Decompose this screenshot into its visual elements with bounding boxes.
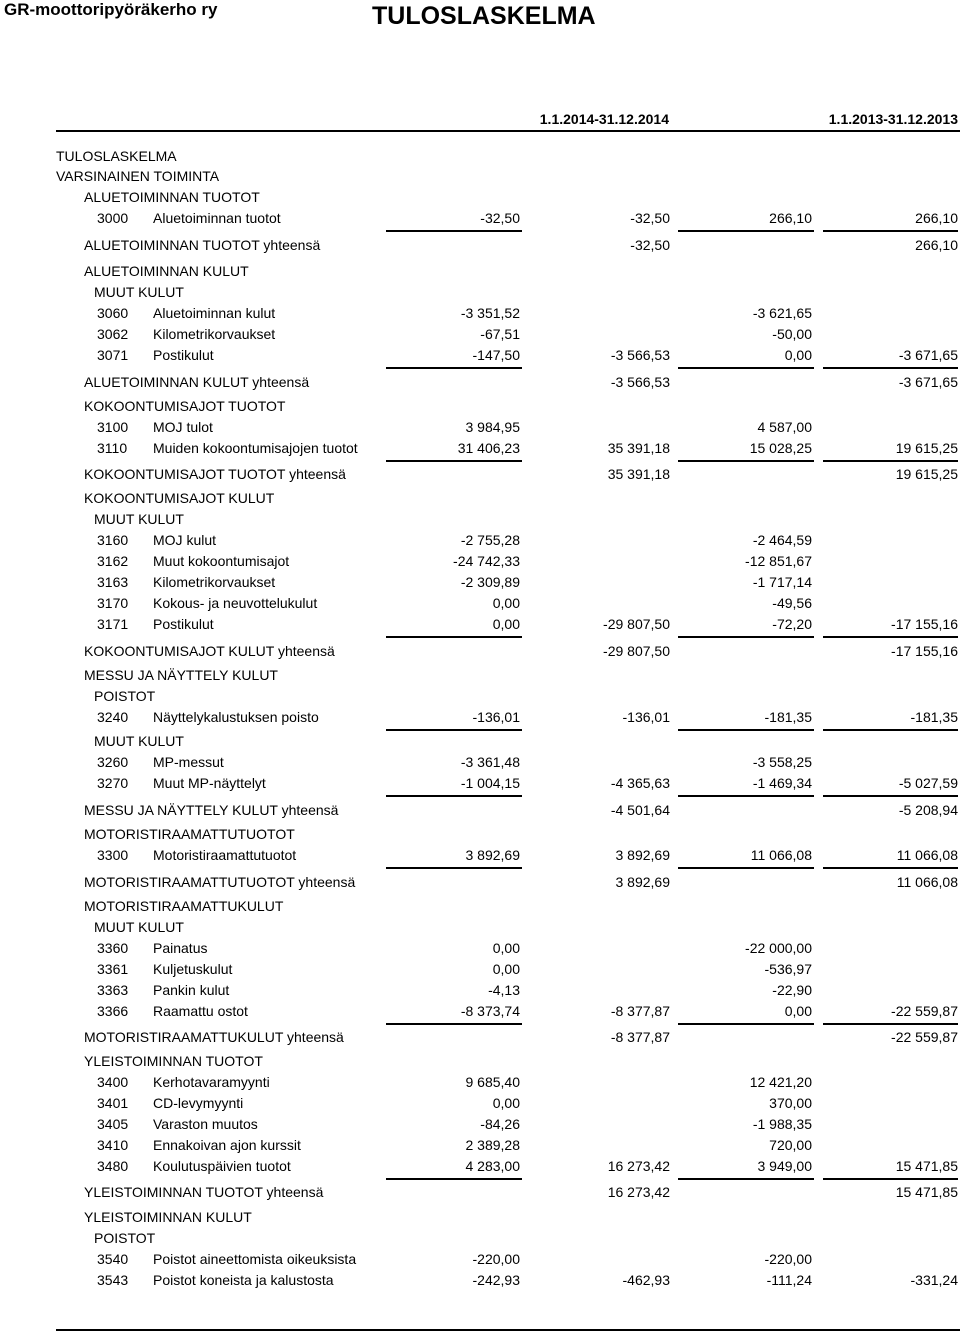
account-row: [0, 1095, 960, 1116]
previous-subtotal-amount: -331,24: [910, 1272, 958, 1288]
account-name: Raamattu ostot: [153, 1003, 248, 1019]
subtotal-underline: [678, 867, 814, 869]
current-total-amount: -32,50: [630, 237, 670, 253]
account-name: Näyttelykalustuksen poisto: [153, 709, 319, 725]
current-item-amount: -2 755,28: [460, 532, 520, 548]
current-item-amount: -8 373,74: [460, 1003, 520, 1019]
current-item-amount: -32,50: [480, 210, 520, 226]
current-item-amount: -220,00: [472, 1251, 520, 1267]
heading-label: ALUETOIMINNAN KULUT: [84, 263, 249, 279]
account-name: MOJ kulut: [153, 532, 217, 548]
total-row: [0, 1029, 960, 1050]
previous-item-amount: -12 851,67: [745, 553, 812, 569]
account-row: [0, 616, 960, 637]
previous-item-amount: 266,10: [769, 210, 812, 226]
current-total-amount: -4 501,64: [610, 802, 670, 818]
heading-label: YLEISTOIMINNAN TUOTOT: [84, 1053, 263, 1069]
previous-subtotal-amount: 15 471,85: [895, 1158, 958, 1174]
previous-item-amount: -3 558,25: [752, 754, 812, 770]
total-label: ALUETOIMINNAN TUOTOT yhteensä: [84, 237, 321, 253]
account-number: 3543: [97, 1272, 129, 1288]
account-name: Kilometrikorvaukset: [153, 574, 276, 590]
total-label: MOTORISTIRAAMATTUKULUT yhteensä: [84, 1029, 344, 1045]
previous-item-amount: -22 000,00: [745, 940, 812, 956]
subtotal-underline: [678, 636, 814, 638]
subtotal-underline: [823, 867, 958, 869]
previous-total-amount: -5 208,94: [898, 802, 958, 818]
subtotal-underline: [678, 1023, 814, 1025]
heading-label: MUUT KULUT: [94, 919, 184, 935]
heading-label: KOKOONTUMISAJOT TUOTOT: [84, 398, 286, 414]
previous-total-amount: 15 471,85: [895, 1184, 958, 1200]
account-name: Motoristiraamattutuotot: [153, 847, 297, 863]
section-heading: [0, 919, 960, 940]
subtotal-underline: [386, 460, 522, 462]
account-number: 3163: [97, 574, 129, 590]
account-name: Muut MP-näyttelyt: [153, 775, 266, 791]
current-subtotal-amount: 35 391,18: [607, 440, 670, 456]
account-row: [0, 1272, 960, 1293]
account-number: 3100: [97, 419, 129, 435]
current-item-amount: 0,00: [492, 940, 520, 956]
current-total-amount: 16 273,42: [607, 1184, 670, 1200]
current-item-amount: 0,00: [492, 1095, 520, 1111]
account-row: [0, 305, 960, 326]
account-number: 3110: [97, 440, 128, 456]
account-number: 3361: [97, 961, 129, 977]
previous-item-amount: -536,97: [764, 961, 812, 977]
previous-item-amount: 0,00: [784, 1003, 812, 1019]
previous-item-amount: -1 988,35: [752, 1116, 812, 1132]
heading-label: POISTOT: [94, 688, 156, 704]
section-heading: [0, 189, 960, 210]
account-name: Ennakoivan ajon kurssit: [153, 1137, 301, 1153]
subtotal-underline: [386, 1178, 522, 1180]
account-number: 3363: [97, 982, 129, 998]
account-row: [0, 326, 960, 347]
account-row: [0, 1003, 960, 1024]
account-row: [0, 775, 960, 796]
total-row: [0, 874, 960, 895]
section-heading: [0, 148, 960, 169]
account-row: [0, 982, 960, 1003]
current-subtotal-amount: -3 566,53: [610, 347, 670, 363]
current-total-amount: -29 807,50: [603, 643, 670, 659]
previous-item-amount: 4 587,00: [757, 419, 812, 435]
current-subtotal-amount: 16 273,42: [607, 1158, 670, 1174]
account-number: 3360: [97, 940, 129, 956]
header-divider: [56, 130, 960, 132]
previous-total-amount: -3 671,65: [898, 374, 958, 390]
previous-item-amount: -50,00: [772, 326, 812, 342]
section-heading: [0, 1053, 960, 1074]
current-item-amount: 31 406,23: [457, 440, 520, 456]
total-row: [0, 1184, 960, 1205]
section-heading: [0, 1230, 960, 1251]
section-heading: [0, 826, 960, 847]
previous-item-amount: -1 469,34: [752, 775, 812, 791]
total-label: MOTORISTIRAAMATTUTUOTOT yhteensä: [84, 874, 356, 890]
subtotal-underline: [386, 1023, 522, 1025]
account-number: 3540: [97, 1251, 129, 1267]
account-row: [0, 847, 960, 868]
account-row: [0, 440, 960, 461]
account-number: 3162: [97, 553, 129, 569]
current-subtotal-amount: -462,93: [622, 1272, 670, 1288]
previous-item-amount: -111,24: [766, 1272, 812, 1288]
total-row: [0, 643, 960, 664]
previous-total-amount: 11 066,08: [896, 874, 958, 890]
account-row: [0, 961, 960, 982]
heading-label: VARSINAINEN TOIMINTA: [56, 168, 220, 184]
total-label: YLEISTOIMINNAN TUOTOT yhteensä: [84, 1184, 324, 1200]
account-number: 3300: [97, 847, 129, 863]
section-heading: [0, 284, 960, 305]
section-heading: [0, 168, 960, 189]
section-heading: [0, 1209, 960, 1230]
account-number: 3401: [97, 1095, 129, 1111]
account-name: Kuljetuskulut: [153, 961, 233, 977]
account-number: 3366: [97, 1003, 129, 1019]
heading-label: MUUT KULUT: [94, 733, 184, 749]
previous-item-amount: -220,00: [764, 1251, 812, 1267]
current-item-amount: -24 742,33: [453, 553, 520, 569]
current-item-amount: -136,01: [472, 709, 520, 725]
previous-total-amount: 266,10: [915, 237, 958, 253]
subtotal-underline: [678, 230, 814, 232]
previous-item-amount: 370,00: [769, 1095, 812, 1111]
total-row: [0, 466, 960, 487]
section-heading: [0, 667, 960, 688]
subtotal-underline: [823, 460, 958, 462]
previous-item-amount: -2 464,59: [752, 532, 812, 548]
account-row: [0, 347, 960, 368]
current-subtotal-amount: 3 892,69: [615, 847, 670, 863]
subtotal-underline: [386, 729, 522, 731]
previous-item-amount: 12 421,20: [749, 1074, 812, 1090]
previous-total-amount: -22 559,87: [891, 1029, 958, 1045]
account-name: CD-levymyynti: [153, 1095, 244, 1111]
previous-item-amount: 15 028,25: [749, 440, 812, 456]
total-row: [0, 237, 960, 258]
heading-label: YLEISTOIMINNAN KULUT: [84, 1209, 252, 1225]
subtotal-underline: [386, 636, 522, 638]
account-name: Koulutuspäivien tuotot: [153, 1158, 291, 1174]
period-current-header: 1.1.2014-31.12.2014: [539, 111, 669, 127]
account-name: Pankin kulut: [153, 982, 230, 998]
current-item-amount: -3 361,48: [460, 754, 520, 770]
previous-subtotal-amount: -181,35: [910, 709, 958, 725]
previous-item-amount: 0,00: [784, 347, 812, 363]
subtotal-underline: [678, 367, 814, 369]
heading-label: MESSU JA NÄYTTELY KULUT: [84, 667, 278, 683]
heading-label: MUUT KULUT: [94, 284, 184, 300]
current-item-amount: 0,00: [492, 616, 520, 632]
heading-label: MOTORISTIRAAMATTUKULUT: [84, 898, 284, 914]
total-row: [0, 374, 960, 395]
previous-total-amount: -17 155,16: [891, 643, 958, 659]
previous-item-amount: -49,56: [772, 595, 812, 611]
section-heading: [0, 511, 960, 532]
account-row: [0, 595, 960, 616]
current-item-amount: 9 685,40: [465, 1074, 520, 1090]
section-heading: [0, 263, 960, 284]
current-item-amount: -242,93: [472, 1272, 520, 1288]
account-row: [0, 574, 960, 595]
current-item-amount: 2 389,28: [465, 1137, 520, 1153]
subtotal-underline: [678, 795, 814, 797]
section-heading: [0, 688, 960, 709]
account-name: Postikulut: [153, 347, 214, 363]
current-item-amount: 3 892,69: [465, 847, 520, 863]
account-name: Painatus: [153, 940, 208, 956]
current-total-amount: -8 377,87: [610, 1029, 670, 1045]
footer-divider: [56, 1329, 960, 1331]
heading-label: MOTORISTIRAAMATTUTUOTOT: [84, 826, 295, 842]
account-number: 3405: [97, 1116, 129, 1132]
total-label: ALUETOIMINNAN KULUT yhteensä: [84, 374, 310, 390]
total-label: MESSU JA NÄYTTELY KULUT yhteensä: [84, 802, 339, 818]
subtotal-underline: [386, 230, 522, 232]
account-number: 3270: [97, 775, 129, 791]
current-item-amount: -84,26: [480, 1116, 520, 1132]
account-name: Poistot aineettomista oikeuksista: [153, 1251, 357, 1267]
account-row: [0, 1116, 960, 1137]
subtotal-underline: [823, 230, 958, 232]
heading-label: KOKOONTUMISAJOT KULUT: [84, 490, 275, 506]
subtotal-underline: [386, 367, 522, 369]
current-item-amount: -4,13: [488, 982, 520, 998]
previous-subtotal-amount: -3 671,65: [898, 347, 958, 363]
account-row: [0, 553, 960, 574]
account-row: [0, 1137, 960, 1158]
account-row: [0, 709, 960, 730]
total-label: KOKOONTUMISAJOT TUOTOT yhteensä: [84, 466, 346, 482]
previous-item-amount: -3 621,65: [752, 305, 812, 321]
account-number: 3400: [97, 1074, 129, 1090]
account-row: [0, 419, 960, 440]
heading-label: MUUT KULUT: [94, 511, 184, 527]
previous-subtotal-amount: 266,10: [915, 210, 958, 226]
heading-label: POISTOT: [94, 1230, 156, 1246]
current-item-amount: 0,00: [492, 595, 520, 611]
subtotal-underline: [823, 795, 958, 797]
current-item-amount: -1 004,15: [460, 775, 520, 791]
previous-subtotal-amount: -17 155,16: [891, 616, 958, 632]
account-row: [0, 1158, 960, 1179]
previous-item-amount: 720,00: [769, 1137, 812, 1153]
period-previous-header: 1.1.2013-31.12.2013: [828, 111, 958, 127]
previous-total-amount: 19 615,25: [895, 466, 958, 482]
subtotal-underline: [823, 367, 958, 369]
current-subtotal-amount: -8 377,87: [610, 1003, 670, 1019]
account-row: [0, 1251, 960, 1272]
account-row: [0, 210, 960, 231]
current-total-amount: 3 892,69: [615, 874, 670, 890]
current-item-amount: -147,50: [472, 347, 520, 363]
account-name: Aluetoiminnan tuotot: [153, 210, 281, 226]
account-name: Kilometrikorvaukset: [153, 326, 276, 342]
heading-label: ALUETOIMINNAN TUOTOT: [84, 189, 260, 205]
account-number: 3480: [97, 1158, 129, 1174]
account-name: Varaston muutos: [153, 1116, 258, 1132]
account-name: Muut kokoontumisajot: [153, 553, 290, 569]
current-item-amount: 0,00: [492, 961, 520, 977]
subtotal-underline: [823, 636, 958, 638]
account-number: 3171: [97, 616, 129, 632]
current-subtotal-amount: -29 807,50: [603, 616, 670, 632]
account-number: 3260: [97, 754, 129, 770]
account-number: 3170: [97, 595, 129, 611]
subtotal-underline: [823, 729, 958, 731]
account-row: [0, 1074, 960, 1095]
previous-subtotal-amount: 19 615,25: [895, 440, 958, 456]
previous-item-amount: 3 949,00: [757, 1158, 812, 1174]
previous-subtotal-amount: -22 559,87: [891, 1003, 958, 1019]
current-subtotal-amount: -32,50: [630, 210, 670, 226]
current-item-amount: -3 351,52: [460, 305, 520, 321]
account-row: [0, 754, 960, 775]
previous-item-amount: -22,90: [772, 982, 812, 998]
account-number: 3000: [97, 210, 129, 226]
account-number: 3240: [97, 709, 129, 725]
current-item-amount: -67,51: [480, 326, 520, 342]
current-total-amount: 35 391,18: [607, 466, 670, 482]
previous-item-amount: 11 066,08: [750, 847, 812, 863]
section-heading: [0, 490, 960, 511]
account-name: Muiden kokoontumisajojen tuotot: [153, 440, 358, 456]
account-name: Poistot koneista ja kalustosta: [153, 1272, 334, 1288]
previous-item-amount: -1 717,14: [752, 574, 812, 590]
account-name: Postikulut: [153, 616, 214, 632]
previous-subtotal-amount: 11 066,08: [896, 847, 958, 863]
previous-item-amount: -181,35: [764, 709, 812, 725]
account-name: Kerhotavaramyynti: [153, 1074, 270, 1090]
section-heading: [0, 733, 960, 754]
heading-label: TULOSLASKELMA: [56, 148, 177, 164]
current-item-amount: -2 309,89: [460, 574, 520, 590]
account-number: 3410: [97, 1137, 129, 1153]
current-total-amount: -3 566,53: [610, 374, 670, 390]
organization-name: GR-moottoripyöräkerho ry: [4, 0, 218, 19]
account-number: 3062: [97, 326, 129, 342]
account-row: [0, 532, 960, 553]
subtotal-underline: [678, 1178, 814, 1180]
current-item-amount: 4 283,00: [465, 1158, 520, 1174]
subtotal-underline: [386, 795, 522, 797]
total-row: [0, 802, 960, 823]
current-subtotal-amount: -136,01: [622, 709, 670, 725]
subtotal-underline: [678, 729, 814, 731]
subtotal-underline: [678, 460, 814, 462]
current-item-amount: 3 984,95: [465, 419, 520, 435]
previous-item-amount: -72,20: [772, 616, 812, 632]
section-heading: [0, 898, 960, 919]
account-name: MP-messut: [153, 754, 224, 770]
account-name: Aluetoiminnan kulut: [153, 305, 276, 321]
account-number: 3071: [97, 347, 129, 363]
account-row: [0, 940, 960, 961]
subtotal-underline: [823, 1178, 958, 1180]
account-number: 3060: [97, 305, 129, 321]
subtotal-underline: [823, 1023, 958, 1025]
subtotal-underline: [386, 867, 522, 869]
total-label: KOKOONTUMISAJOT KULUT yhteensä: [84, 643, 335, 659]
section-heading: [0, 398, 960, 419]
account-number: 3160: [97, 532, 129, 548]
previous-subtotal-amount: -5 027,59: [898, 775, 958, 791]
account-name: Kokous- ja neuvottelukulut: [153, 595, 318, 611]
current-subtotal-amount: -4 365,63: [610, 775, 670, 791]
page-title: TULOSLASKELMA: [372, 2, 596, 30]
account-name: MOJ tulot: [153, 419, 213, 435]
